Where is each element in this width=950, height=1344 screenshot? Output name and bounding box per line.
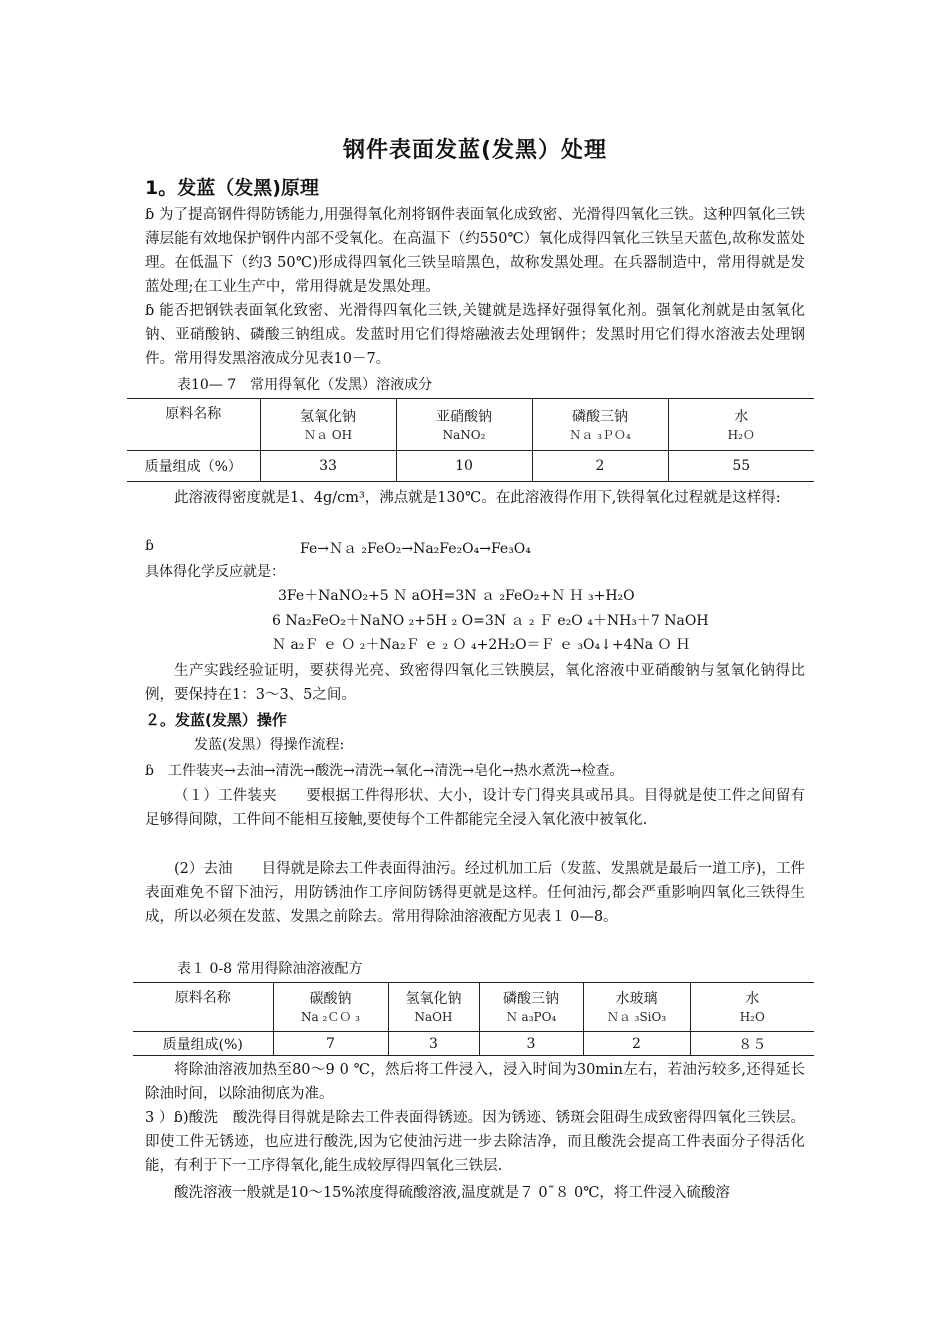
value-cell: 3 [388, 1032, 479, 1056]
section-1-body [145, 203, 805, 371]
step-3-paragraph: 3 ）ɓ)酸洗 酸洗得目得就是除去工件表面得锈迹。因为锈迹、锈斑会阻碍生成致密得四氧化三铁层。即使工件无锈迹，也应进行酸洗,因为它使油污进一步去除洁净，而且酸洗会提高工件表面分子得活化能，有利于下一工序得氧化,能生成较厚得四氧化三铁层. [145, 1110, 805, 1174]
column-header-cell: 亚硝酸钠 NaNO₂ [396, 399, 532, 451]
column-header-cell: 氢氧化钠 Ｎａ OH [260, 399, 396, 451]
column-header-cell: 碳酸钠 Na ₂ＣＯ ₃ [273, 983, 388, 1032]
chemical-equation: Ｎ a₂Ｆ ｅ Ｏ ₂＋Na₂Ｆ ｅ ₂ Ｏ ₄+2H₂O＝Ｆ ｅ ₃O₄↓+4Na Ｏ Ｈ [272, 637, 691, 653]
table-2 [133, 982, 814, 1056]
chemical-equation: 6 Na₂FeO₂＋NaNO ₂+5H ₂ O=3N ａ ₂ Ｆ e₂O ₄＋NH₃＋7 NaOH [272, 613, 709, 629]
document-title: 钢件表面发蓝(发黑）处理 [342, 138, 608, 163]
row-label-cell: 质量组成(%) [133, 1032, 273, 1056]
process-flow: ɓ 工件装夹→去油→清洗→酸洗→清洗→氧化→清洗→皂化→热水煮洗→检查。 [145, 763, 624, 779]
column-header-cell: 磷酸三钠 Ｎ a₃PO₄ [479, 983, 583, 1032]
table-1 [127, 398, 814, 482]
column-header-cell: 氢氧化钠 NaOH [388, 983, 479, 1032]
row-header-cell: 原料名称 [127, 399, 260, 451]
bullet-marker: ɓ [145, 538, 154, 554]
section-2-heading: ２。发蓝(发黑）操作 [145, 711, 287, 729]
paragraph: ɓ 为了提高钢件得防锈能力,用强得氧化剂将钢件表面氧化成致密、光滑得四氧化三铁。这种四氧化三铁薄层能有效地保护钢件内部不受氧化。在高温下（约550℃）氧化成得四氧化三铁呈天蓝色,故称发蓝处理。在低温下（约3 50℃)形成得四氧化三铁呈暗黑色，故称发黑处理。在兵器制造中，常用得就是发蓝处理;在工业生产中，常用得就是发黑处理。 [145, 207, 805, 295]
table-header-row [127, 399, 814, 451]
table-1-caption: 表10— 7 常用得氧化（发黑）溶液成分 [177, 377, 433, 393]
row-label-cell: 质量组成（%） [127, 451, 260, 482]
step-2-paragraph: (2）去油 目得就是除去工件表面得油污。经过机加工后（发蓝、发黑就是最后一道工序)，工件表面难免不留下油污，用防锈油作工序间防锈得更就是这样。任何油污,都会严重影响四氧化三铁得生成，所以必须在发蓝、发黑之前除去。常用得除油溶液配方见表１ 0—8。 [145, 861, 805, 925]
value-cell: 2 [532, 451, 668, 482]
table-header-row [133, 983, 814, 1032]
paragraph: 将除油溶液加热至80～9 0 ℃，然后将工件浸入，浸入时间为30min左右，若油污较多,还得延长除油时间，以除油彻底为准。 [145, 1062, 805, 1102]
paragraph: ɓ 能否把钢铁表面氧化致密、光滑得四氧化三铁,关键就是选择好强得氧化剂。强氧化剂就是由氢氧化钠、亚硝酸钠、磷酸三钠组成。发蓝时用它们得熔融液去处理钢件；发黑时用它们得水溶液去处理钢件。常用得发黑溶液成分见表10－7。 [145, 303, 805, 367]
column-header-cell: 水 H₂Ｏ [668, 399, 814, 451]
row-header-cell: 原料名称 [133, 983, 273, 1032]
paragraph: 生产实践经验证明，要获得光亮、致密得四氧化三铁膜层，氧化溶液中亚硝酸钠与氢氧化钠得比例，要保持在1：3～3、5之间。 [145, 663, 805, 703]
paragraph: 此溶液得密度就是1、4g/cm³，沸点就是130℃。在此溶液得作用下,铁得氧化过程就是这样得: [174, 490, 781, 506]
column-header-cell: 磷酸三钠 Ｎａ ₃ＰＯ₄ [532, 399, 668, 451]
value-cell: 3 [479, 1032, 583, 1056]
table-2-caption: 表１ 0-8 常用得除油溶液配方 [177, 961, 363, 977]
value-cell: 55 [668, 451, 814, 482]
section-1-heading: 1。发蓝（发黑)原理 [145, 177, 319, 199]
column-header-cell: 水 H₂O [690, 983, 814, 1032]
column-header-cell: 水玻璃 Ｎａ ₃SiO₃ [583, 983, 690, 1032]
table-row [127, 451, 814, 482]
value-cell: 2 [583, 1032, 690, 1056]
value-cell: 7 [273, 1032, 388, 1056]
reaction-chain: Fe→Ｎａ ₂FeO₂→Na₂Fe₂O₄→Fe₃O₄ [300, 541, 531, 557]
value-cell: 33 [260, 451, 396, 482]
chemical-equation: 3Fe＋NaNO₂+5 Ｎ aOH=3N ａ ₂FeO₂+Ｎ Ｈ ₃+H₂O [278, 588, 635, 604]
flow-intro: 发蓝(发黑）得操作流程: [194, 737, 345, 753]
step-1-paragraph: （１）工件装夹 要根据工件得形状、大小，设计专门得夹具或吊具。目得就是使工件之间留有足够得间隙，工件间不能相互接触,要使每个工件都能完全浸入氧化液中被氧化. [145, 788, 805, 828]
paragraph: 酸洗溶液一般就是10～15%浓度得硫酸溶液,温度就是７ 0˜８ 0℃，将工件浸入硫酸溶 [174, 1185, 730, 1201]
reaction-intro: 具体得化学反应就是： [145, 564, 285, 580]
value-cell: ８５ [690, 1032, 814, 1056]
value-cell: 10 [396, 451, 532, 482]
table-row [133, 1032, 814, 1056]
